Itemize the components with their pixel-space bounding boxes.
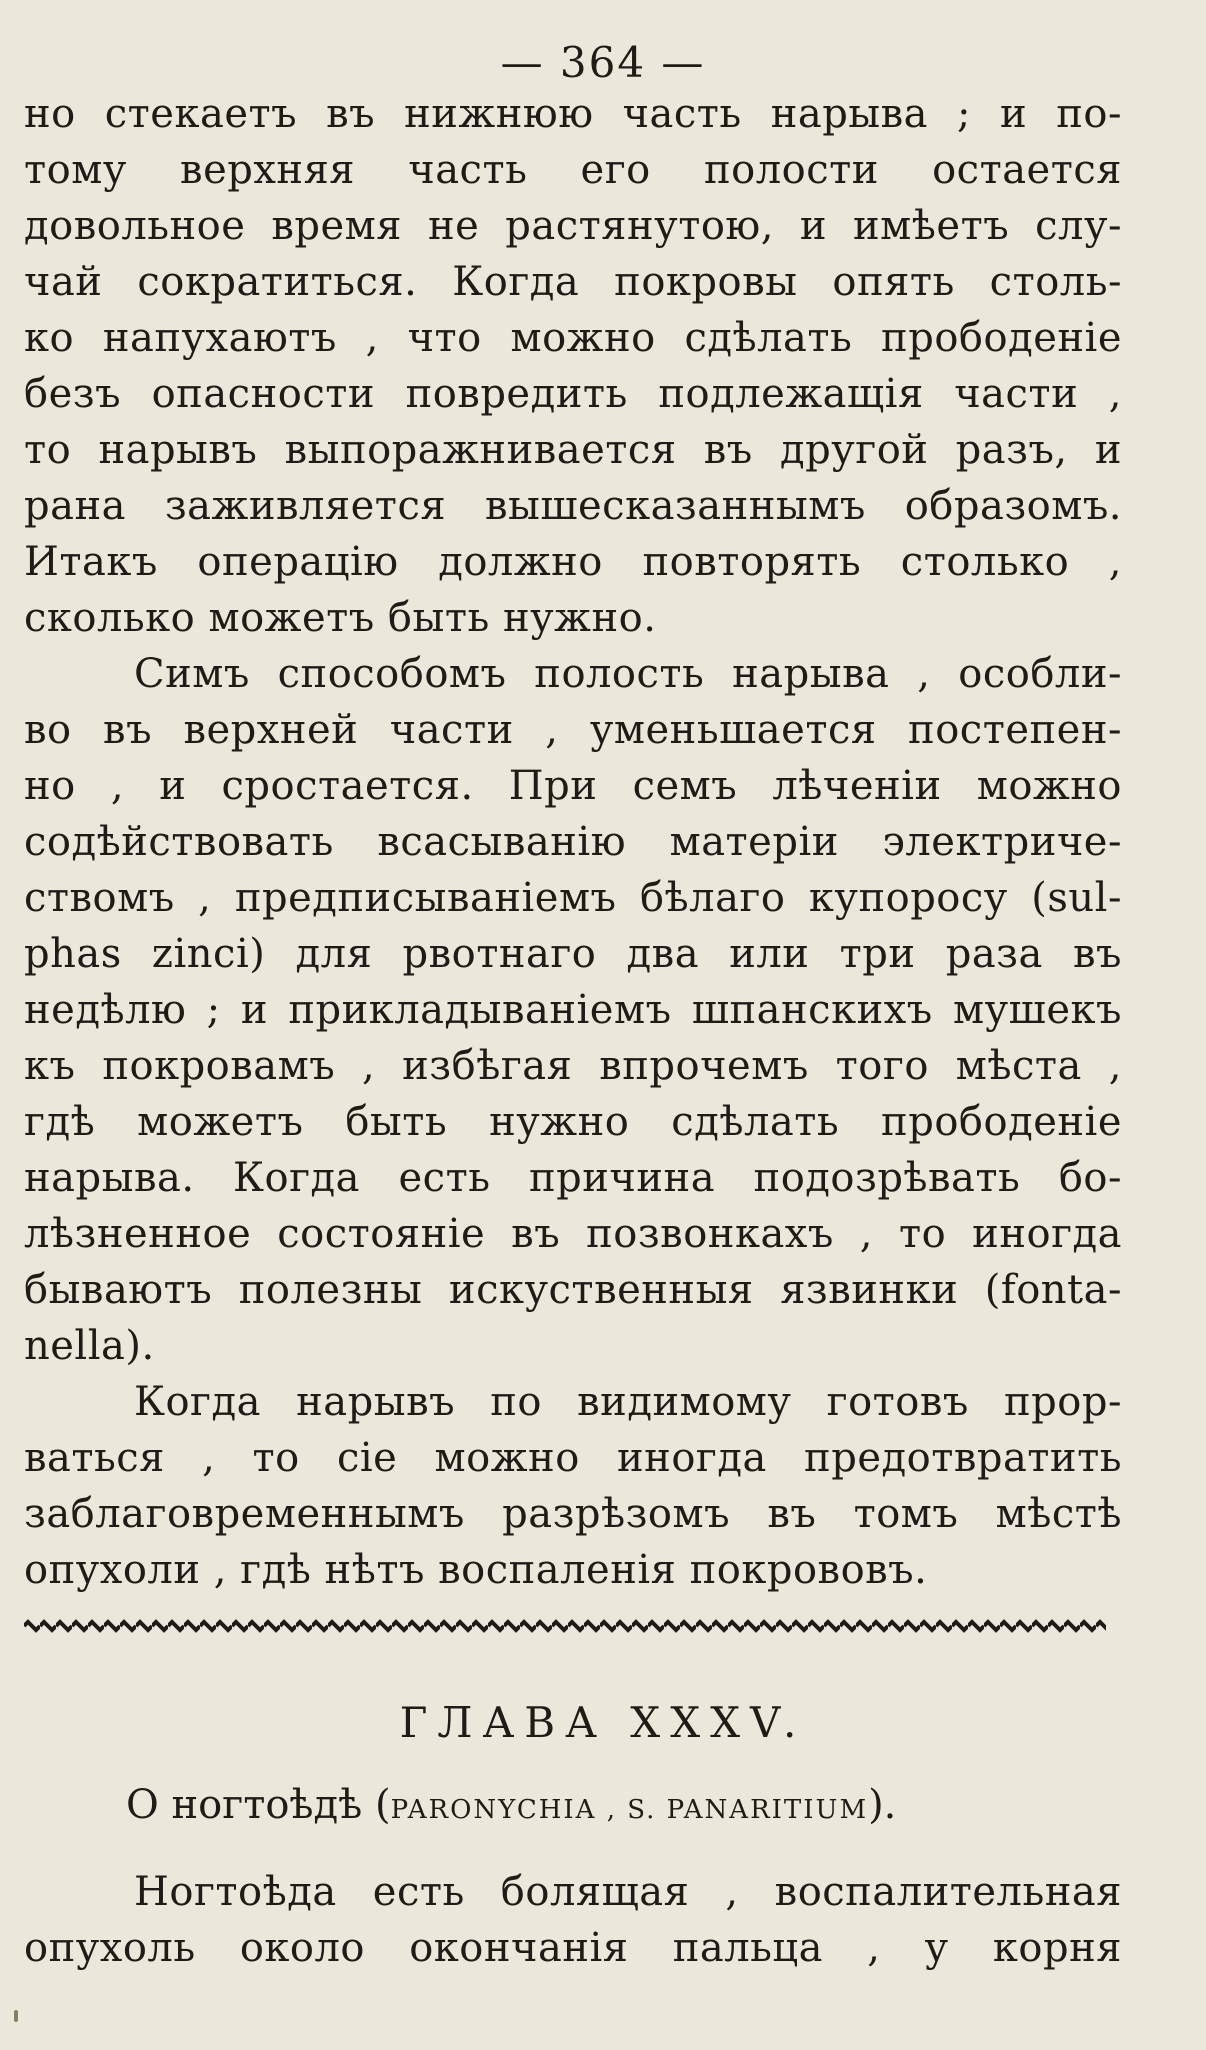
text-line: лѣзненное состоянiе въ позвонкахъ , то иногда [24,1211,1122,1257]
text-line: Ногтоѣда есть болящая , воспалительная [134,1869,1122,1915]
page-number: — 364 — [500,38,706,87]
text-line: ко напухаютъ , что можно сдѣлать прободенiе [24,315,1122,361]
text-line: довольное время не растянутою, и имѣетъ слу- [24,203,1122,249]
text-line: то нарывъ выпоражнивается въ другой разъ, и [24,427,1122,473]
text-line: заблаговременнымъ разрѣзомъ въ томъ мѣстѣ [24,1491,1122,1537]
text-line: тому верхняя часть его полости остается [24,147,1122,193]
text-line: во въ верхней части , уменьшается постепен- [24,707,1122,753]
text-line: къ покровамъ , избѣгая впрочемъ того мѣста , [24,1043,1122,1089]
text-line: рана заживляется вышесказаннымъ образомъ. [24,483,1122,529]
text-line: nella). [24,1323,155,1369]
text-line: Итакъ операцiю должно повторять столько , [24,539,1122,585]
text-line: но стекаетъ въ нижнюю часть нарыва ; и по- [24,91,1122,137]
chapter-subtitle-end: ). [868,1782,897,1828]
chapter-subtitle [126,1782,896,1828]
text-line: Симъ способомъ полость нарыва , особли- [134,651,1122,697]
text-line: недѣлю ; и прикладыванiемъ шпанскихъ мушекъ [24,987,1122,1033]
paper-speck [14,2010,18,2022]
chapter-subtitle-latin: PARONYCHIA , S. PANARITIUM [390,1795,869,1825]
text-line: ствомъ , предписыванiемъ бѣлаго купоросу (sul- [24,875,1122,921]
text-line: phas zinci) для рвотнаго два или три раза въ [24,931,1122,977]
chapter-subtitle-start: О ногтоѣдѣ ( [126,1782,391,1828]
text-line: опухоль около окончанiя пальца , у корня [24,1925,1122,1971]
text-line: опухоли , гдѣ нѣтъ воспаленiя покрововъ. [24,1547,928,1593]
chapter-heading: ГЛАВА XXXV. [399,1698,807,1747]
text-line: безъ опасности повредить подлежащiя части , [24,371,1122,417]
text-line: ваться , то сiе можно иногда предотвратить [24,1435,1122,1481]
text-line: Когда нарывъ по видимому готовъ прор- [134,1379,1122,1425]
text-line: сколько можетъ быть нужно. [24,595,657,641]
text-line: бываютъ полезны искуственныя язвинки (fonta- [24,1267,1122,1313]
text-line: чай сократиться. Когда покровы опять столь- [24,259,1122,305]
text-line: гдѣ можетъ быть нужно сдѣлать прободенiе [24,1099,1122,1145]
ornamental-divider [24,1616,1106,1636]
text-line: но , и сростается. При семъ лѣченiи можно [24,763,1122,809]
text-line: нарыва. Когда есть причина подозрѣвать бо- [24,1155,1122,1201]
text-line: содѣйствовать всасыванiю матерiи электриче- [24,819,1122,865]
